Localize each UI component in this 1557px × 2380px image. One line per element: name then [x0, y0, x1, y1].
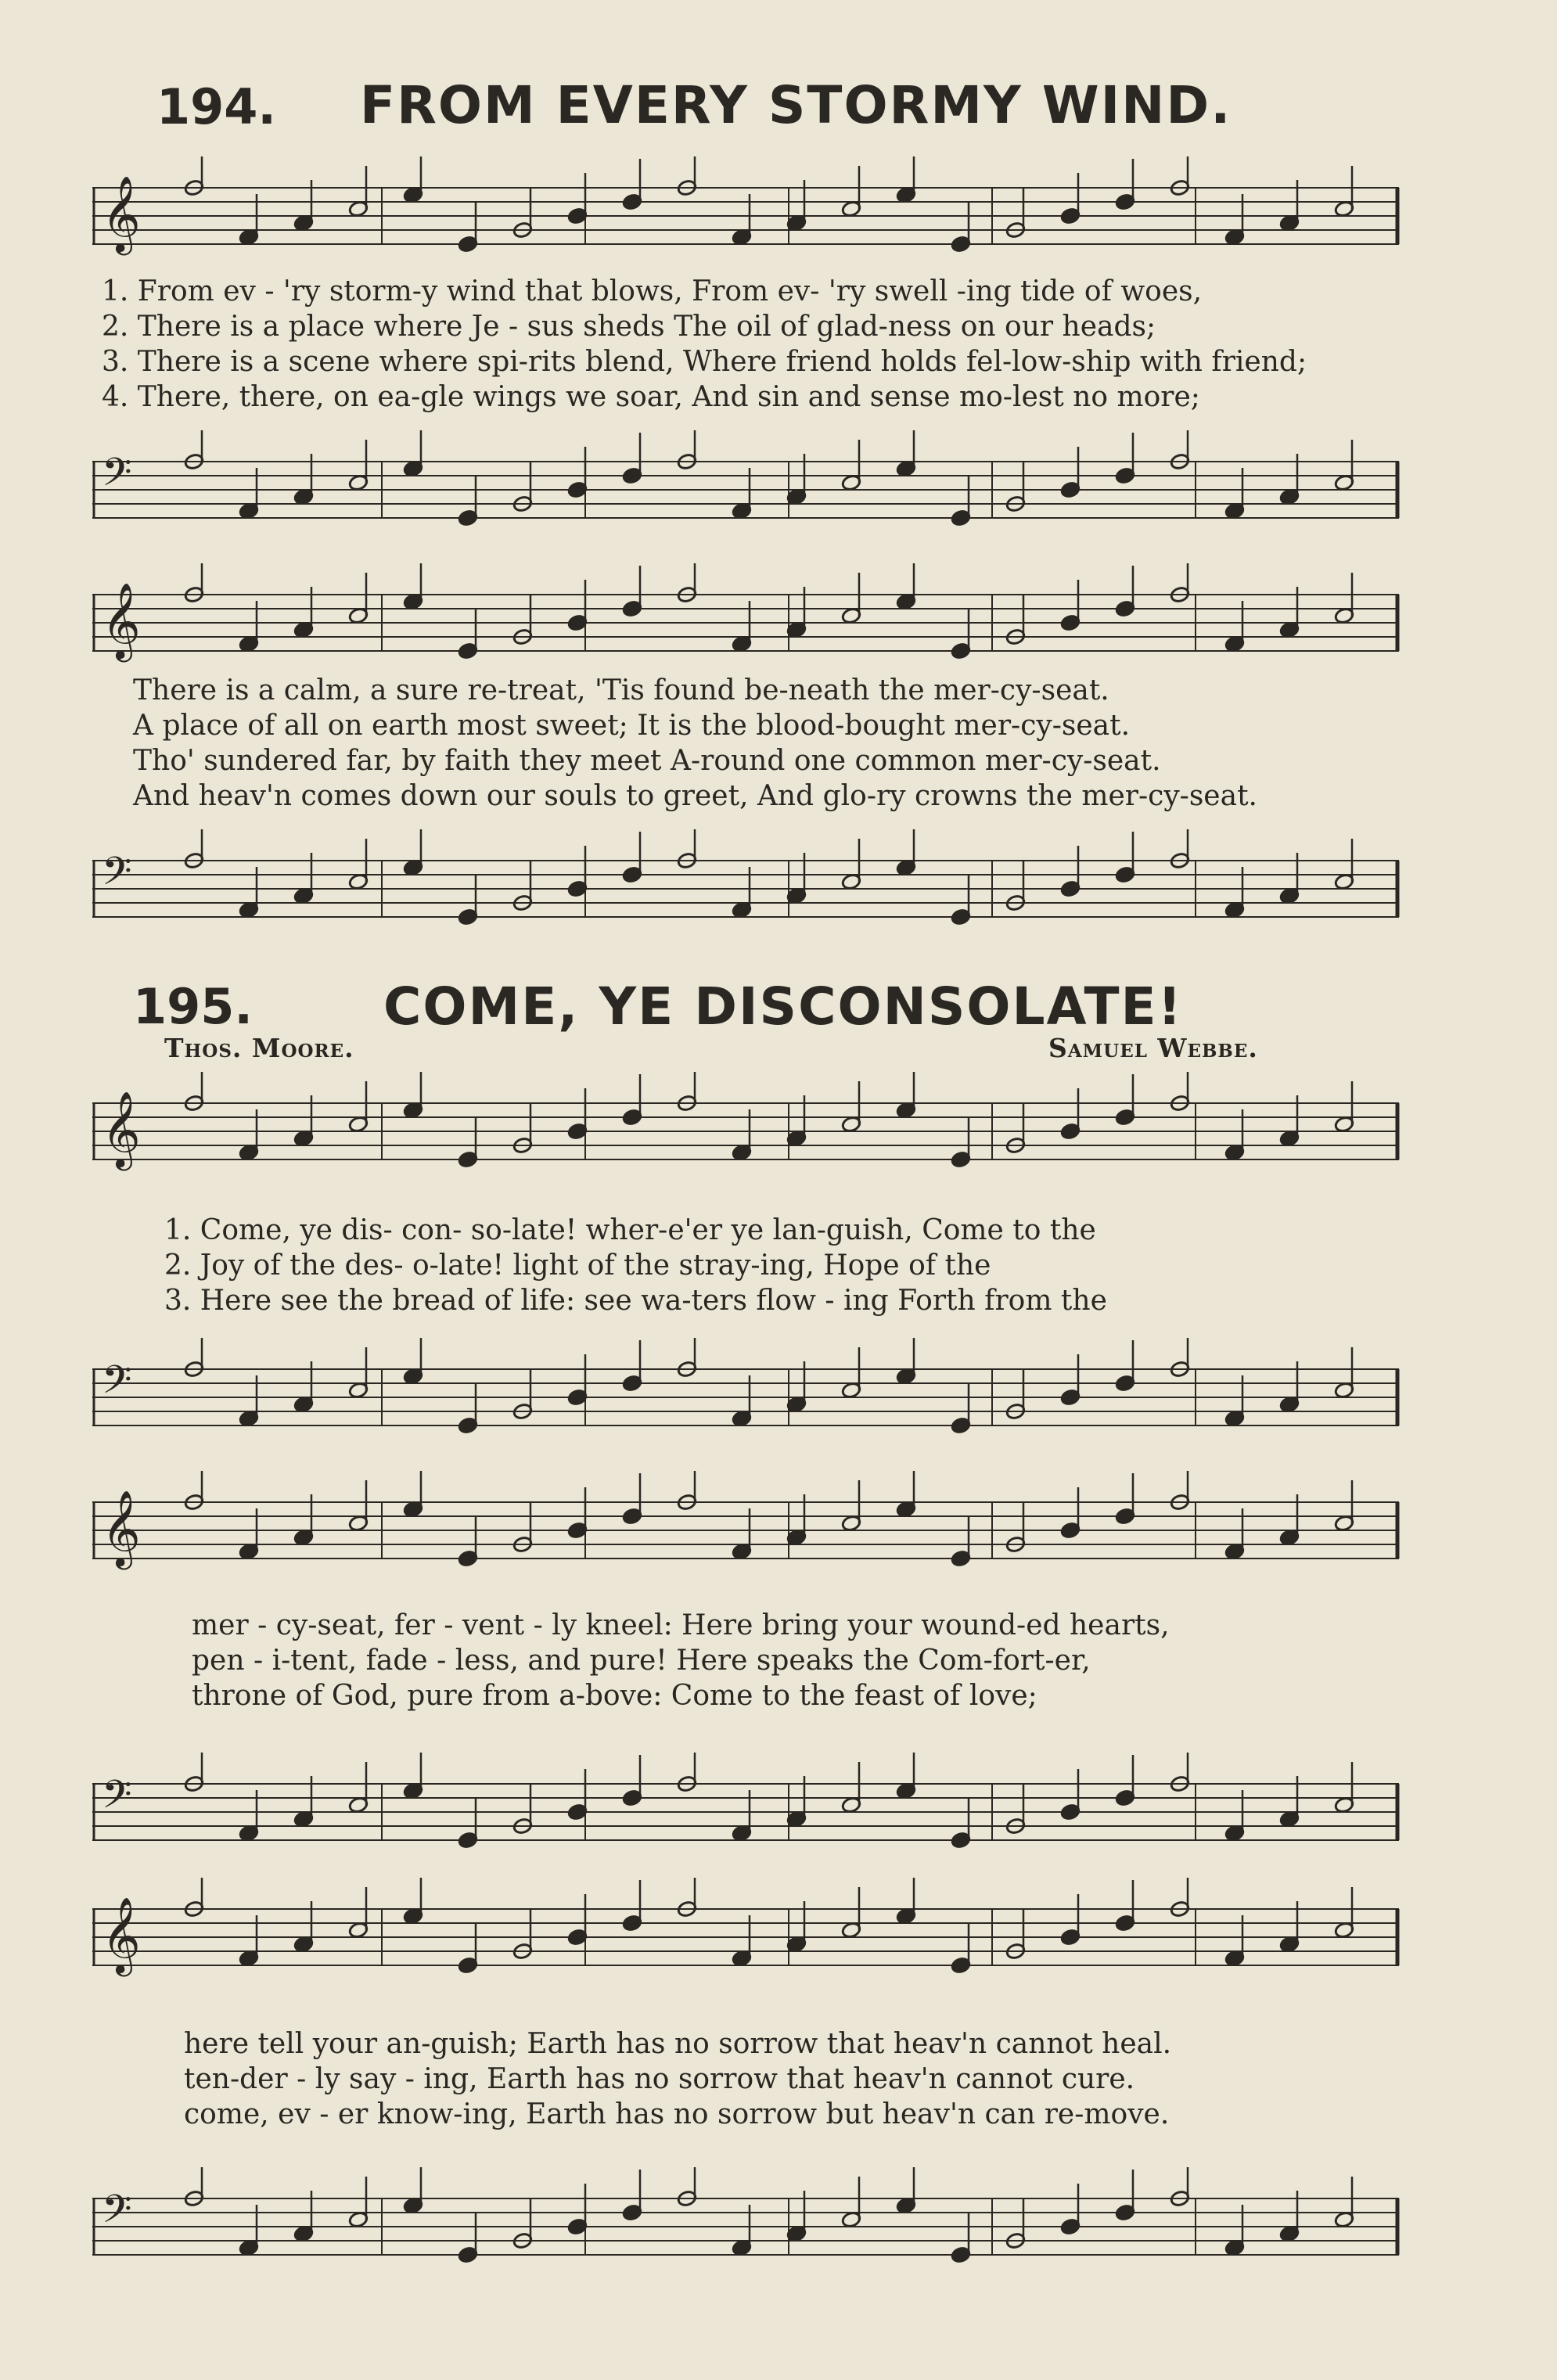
treble-staff [85, 1471, 1407, 1580]
treble-clef-icon: 𝄞 [102, 175, 141, 252]
hymn-number: 195. [133, 978, 253, 1035]
verse-line: A place of all on earth most sweet; It is the blood-bought mer-cy-seat. [133, 710, 1131, 742]
treble-staff [85, 1072, 1407, 1181]
bass-clef-icon: 𝄢 [102, 1772, 132, 1827]
hymn-title: COME, YE DISCONSOLATE! [383, 976, 1183, 1037]
bass-staff [85, 1753, 1407, 1862]
hymn-195-lyrics-2 [192, 1608, 1475, 1713]
verse-line: throne of God, pure from a-bove: Come to the feast of love; [192, 1680, 1037, 1712]
treble-clef-icon: 𝄞 [102, 1490, 141, 1566]
verse-line: 3. There is a scene where spi-rits blend, Where friend holds fel-low-ship with friend; [102, 346, 1307, 378]
verse-line: 3. Here see the bread of life: see wa-ters flow - ing Forth from the [164, 1285, 1107, 1317]
verse-line: pen - i-tent, fade - less, and pure! Here speaks the Com-fort-er, [192, 1645, 1091, 1677]
lyricist-credit: Thos. Moore. [164, 1033, 354, 1063]
bass-staff [85, 829, 1407, 939]
hymn-194-header [156, 78, 276, 135]
verse-line: ten-der - ly say - ing, Earth has no sorrow that heav'n cannot cure. [184, 2063, 1135, 2095]
bass-clef-icon: 𝄢 [102, 450, 132, 505]
hymn-195-title-wrap [383, 976, 1183, 1037]
verse-line: 2. Joy of the des- o-late! light of the stray-ing, Hope of the [164, 1249, 991, 1282]
treble-clef-icon: 𝄞 [102, 582, 141, 659]
composer-credit: Samuel Webbe. [1048, 1033, 1258, 1063]
verse-line: Tho' sundered far, by faith they meet A-round one common mer-cy-seat. [133, 745, 1161, 777]
bass-clef-icon: 𝄢 [102, 1357, 132, 1412]
verse-line: There is a calm, a sure re-treat, 'Tis found be-neath the mer-cy-seat. [133, 674, 1109, 706]
bass-staff [85, 1338, 1407, 1447]
verse-line: 2. There is a place where Je - sus sheds The oil of glad-ness on our heads; [102, 311, 1156, 343]
hymn-194-title-wrap [360, 75, 1232, 135]
treble-staff [85, 1878, 1407, 1987]
verse-line: here tell your an-guish; Earth has no sorrow that heav'n cannot heal. [184, 2028, 1172, 2060]
treble-staff [85, 563, 1407, 673]
treble-staff [85, 156, 1407, 266]
bass-clef-icon: 𝄢 [102, 2187, 132, 2242]
hymn-195-lyrics-1 [164, 1213, 1447, 1318]
hymn-number: 194. [156, 78, 276, 135]
treble-clef-icon: 𝄞 [102, 1896, 141, 1973]
verse-line: 1. From ev - 'ry storm-y wind that blows, From ev- 'ry swell -ing tide of woes, [102, 275, 1203, 307]
verse-line: 4. There, there, on ea-gle wings we soar, And sin and sense mo-lest no more; [102, 381, 1200, 413]
bass-clef-icon: 𝄢 [102, 849, 132, 904]
verse-line: mer - cy-seat, fer - vent - ly kneel: Here bring your wound-ed hearts, [192, 1609, 1170, 1641]
bass-staff [85, 2167, 1407, 2277]
hymn-195-lyrics-3 [184, 2026, 1467, 2132]
treble-clef-icon: 𝄞 [102, 1091, 141, 1167]
verse-line: 1. Come, ye dis- con- so-late! wher-e'er ye lan-guish, Come to the [164, 1214, 1096, 1246]
hymn-title: FROM EVERY STORMY WIND. [360, 75, 1232, 135]
hymn-195-header [133, 978, 253, 1035]
bass-staff [85, 430, 1407, 540]
hymn-194-lyrics-2 [133, 673, 1416, 814]
verse-line: And heav'n comes down our souls to greet, And glo-ry crowns the mer-cy-seat. [133, 780, 1257, 812]
verse-line: come, ev - er know-ing, Earth has no sorrow but heav'n can re-move. [184, 2098, 1170, 2130]
hymn-194-lyrics-1 [102, 274, 1385, 415]
